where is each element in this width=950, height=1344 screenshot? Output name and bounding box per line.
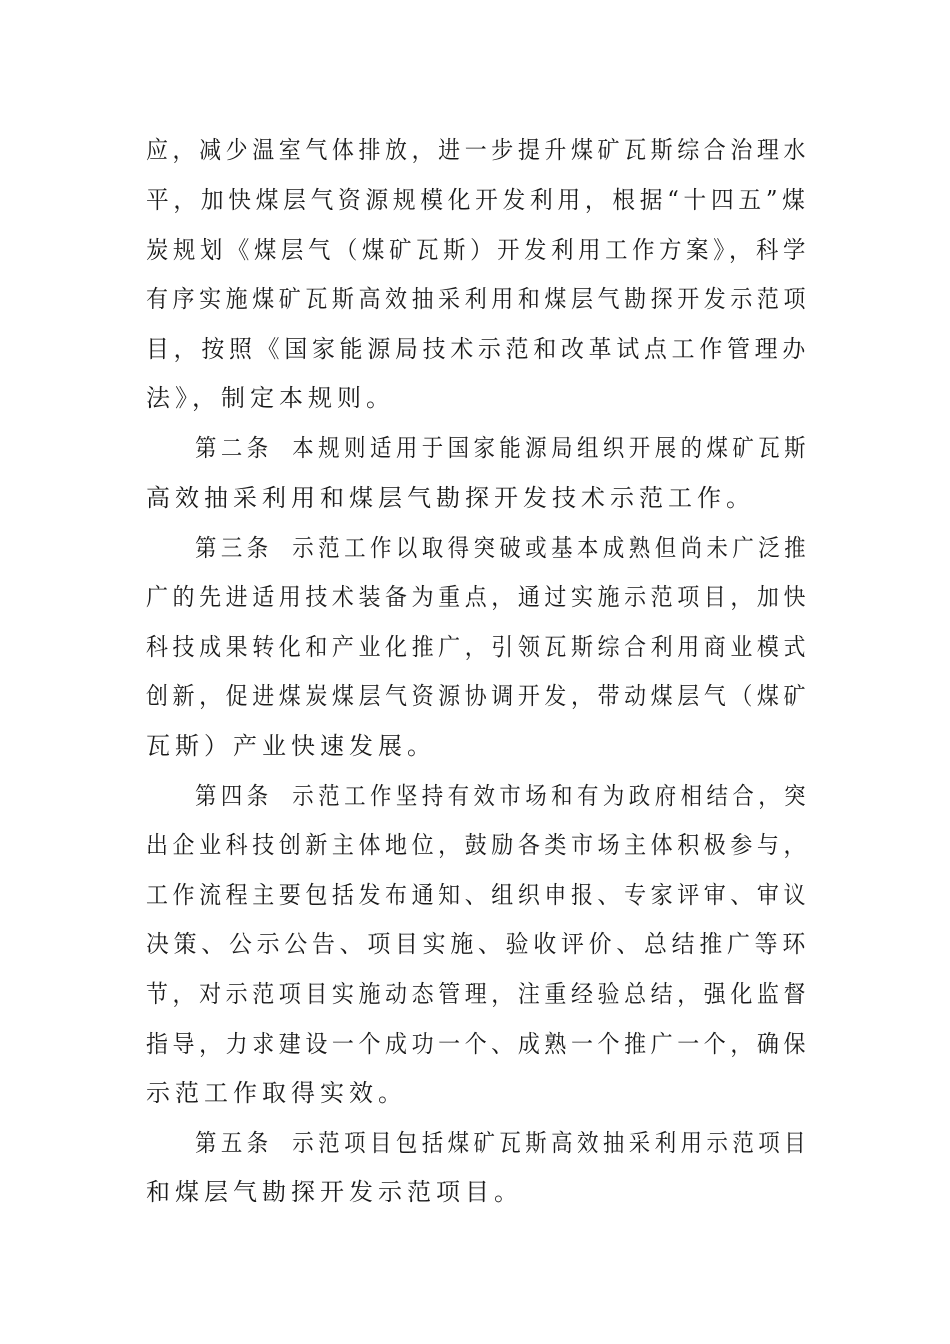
article-4-first-line	[195, 781, 810, 811]
article-number: 第五条	[195, 1129, 273, 1157]
text-line: 法》，制定本规则。	[146, 384, 395, 412]
text-line: 出企业科技创新主体地位，鼓励各类市场主体积极参与，	[146, 831, 811, 859]
text-line: 示范项目包括煤矿瓦斯高效抽采利用示范项目	[292, 1129, 811, 1157]
article-number: 第二条	[195, 434, 273, 462]
text-line: 瓦斯）产业快速发展。	[146, 732, 436, 760]
text-line: 平，加快煤层气资源规模化开发利用，根据“十四五”煤	[146, 186, 810, 214]
text-line: 应，减少温室气体排放，进一步提升煤矿瓦斯综合治理水	[146, 136, 811, 164]
article-number: 第三条	[195, 534, 273, 562]
article-2-first-line	[195, 433, 810, 463]
text-line: 本规则适用于国家能源局组织开展的煤矿瓦斯	[292, 434, 811, 462]
text-line: 高效抽采利用和煤层气勘探开发技术示范工作。	[146, 484, 755, 512]
text-line: 决策、公示公告、项目实施、验收评价、总结推广等环	[146, 930, 810, 958]
article-5-first-line	[195, 1128, 810, 1158]
text-line: 创新，促进煤炭煤层气资源协调开发，带动煤层气（煤矿	[146, 682, 811, 710]
text-line: 示范工作取得实效。	[146, 1079, 407, 1107]
article-number: 第四条	[195, 782, 273, 810]
article-3-first-line	[195, 533, 810, 563]
text-line: 工作流程主要包括发布通知、组织申报、专家评审、审议	[146, 881, 811, 909]
text-line: 广的先进适用技术装备为重点，通过实施示范项目，加快	[146, 583, 811, 611]
text-line: 节，对示范项目实施动态管理，注重经验总结，强化监督	[146, 980, 811, 1008]
text-line: 示范工作坚持有效市场和有为政府相结合，突	[292, 782, 811, 810]
text-line: 目，按照《国家能源局技术示范和改革试点工作管理办	[146, 335, 810, 363]
text-line: 示范工作以取得突破或基本成熟但尚未广泛推	[292, 534, 811, 562]
text-line: 炭规划《煤层气（煤矿瓦斯）开发利用工作方案》，科学	[146, 236, 811, 264]
text-line: 科技成果转化和产业化推广，引领瓦斯综合利用商业模式	[146, 633, 811, 661]
text-line: 指导，力求建设一个成功一个、成熟一个推广一个，确保	[146, 1030, 811, 1058]
text-line: 有序实施煤矿瓦斯高效抽采利用和煤层气勘探开发示范项	[146, 285, 811, 313]
text-line: 和煤层气勘探开发示范项目。	[146, 1178, 523, 1206]
